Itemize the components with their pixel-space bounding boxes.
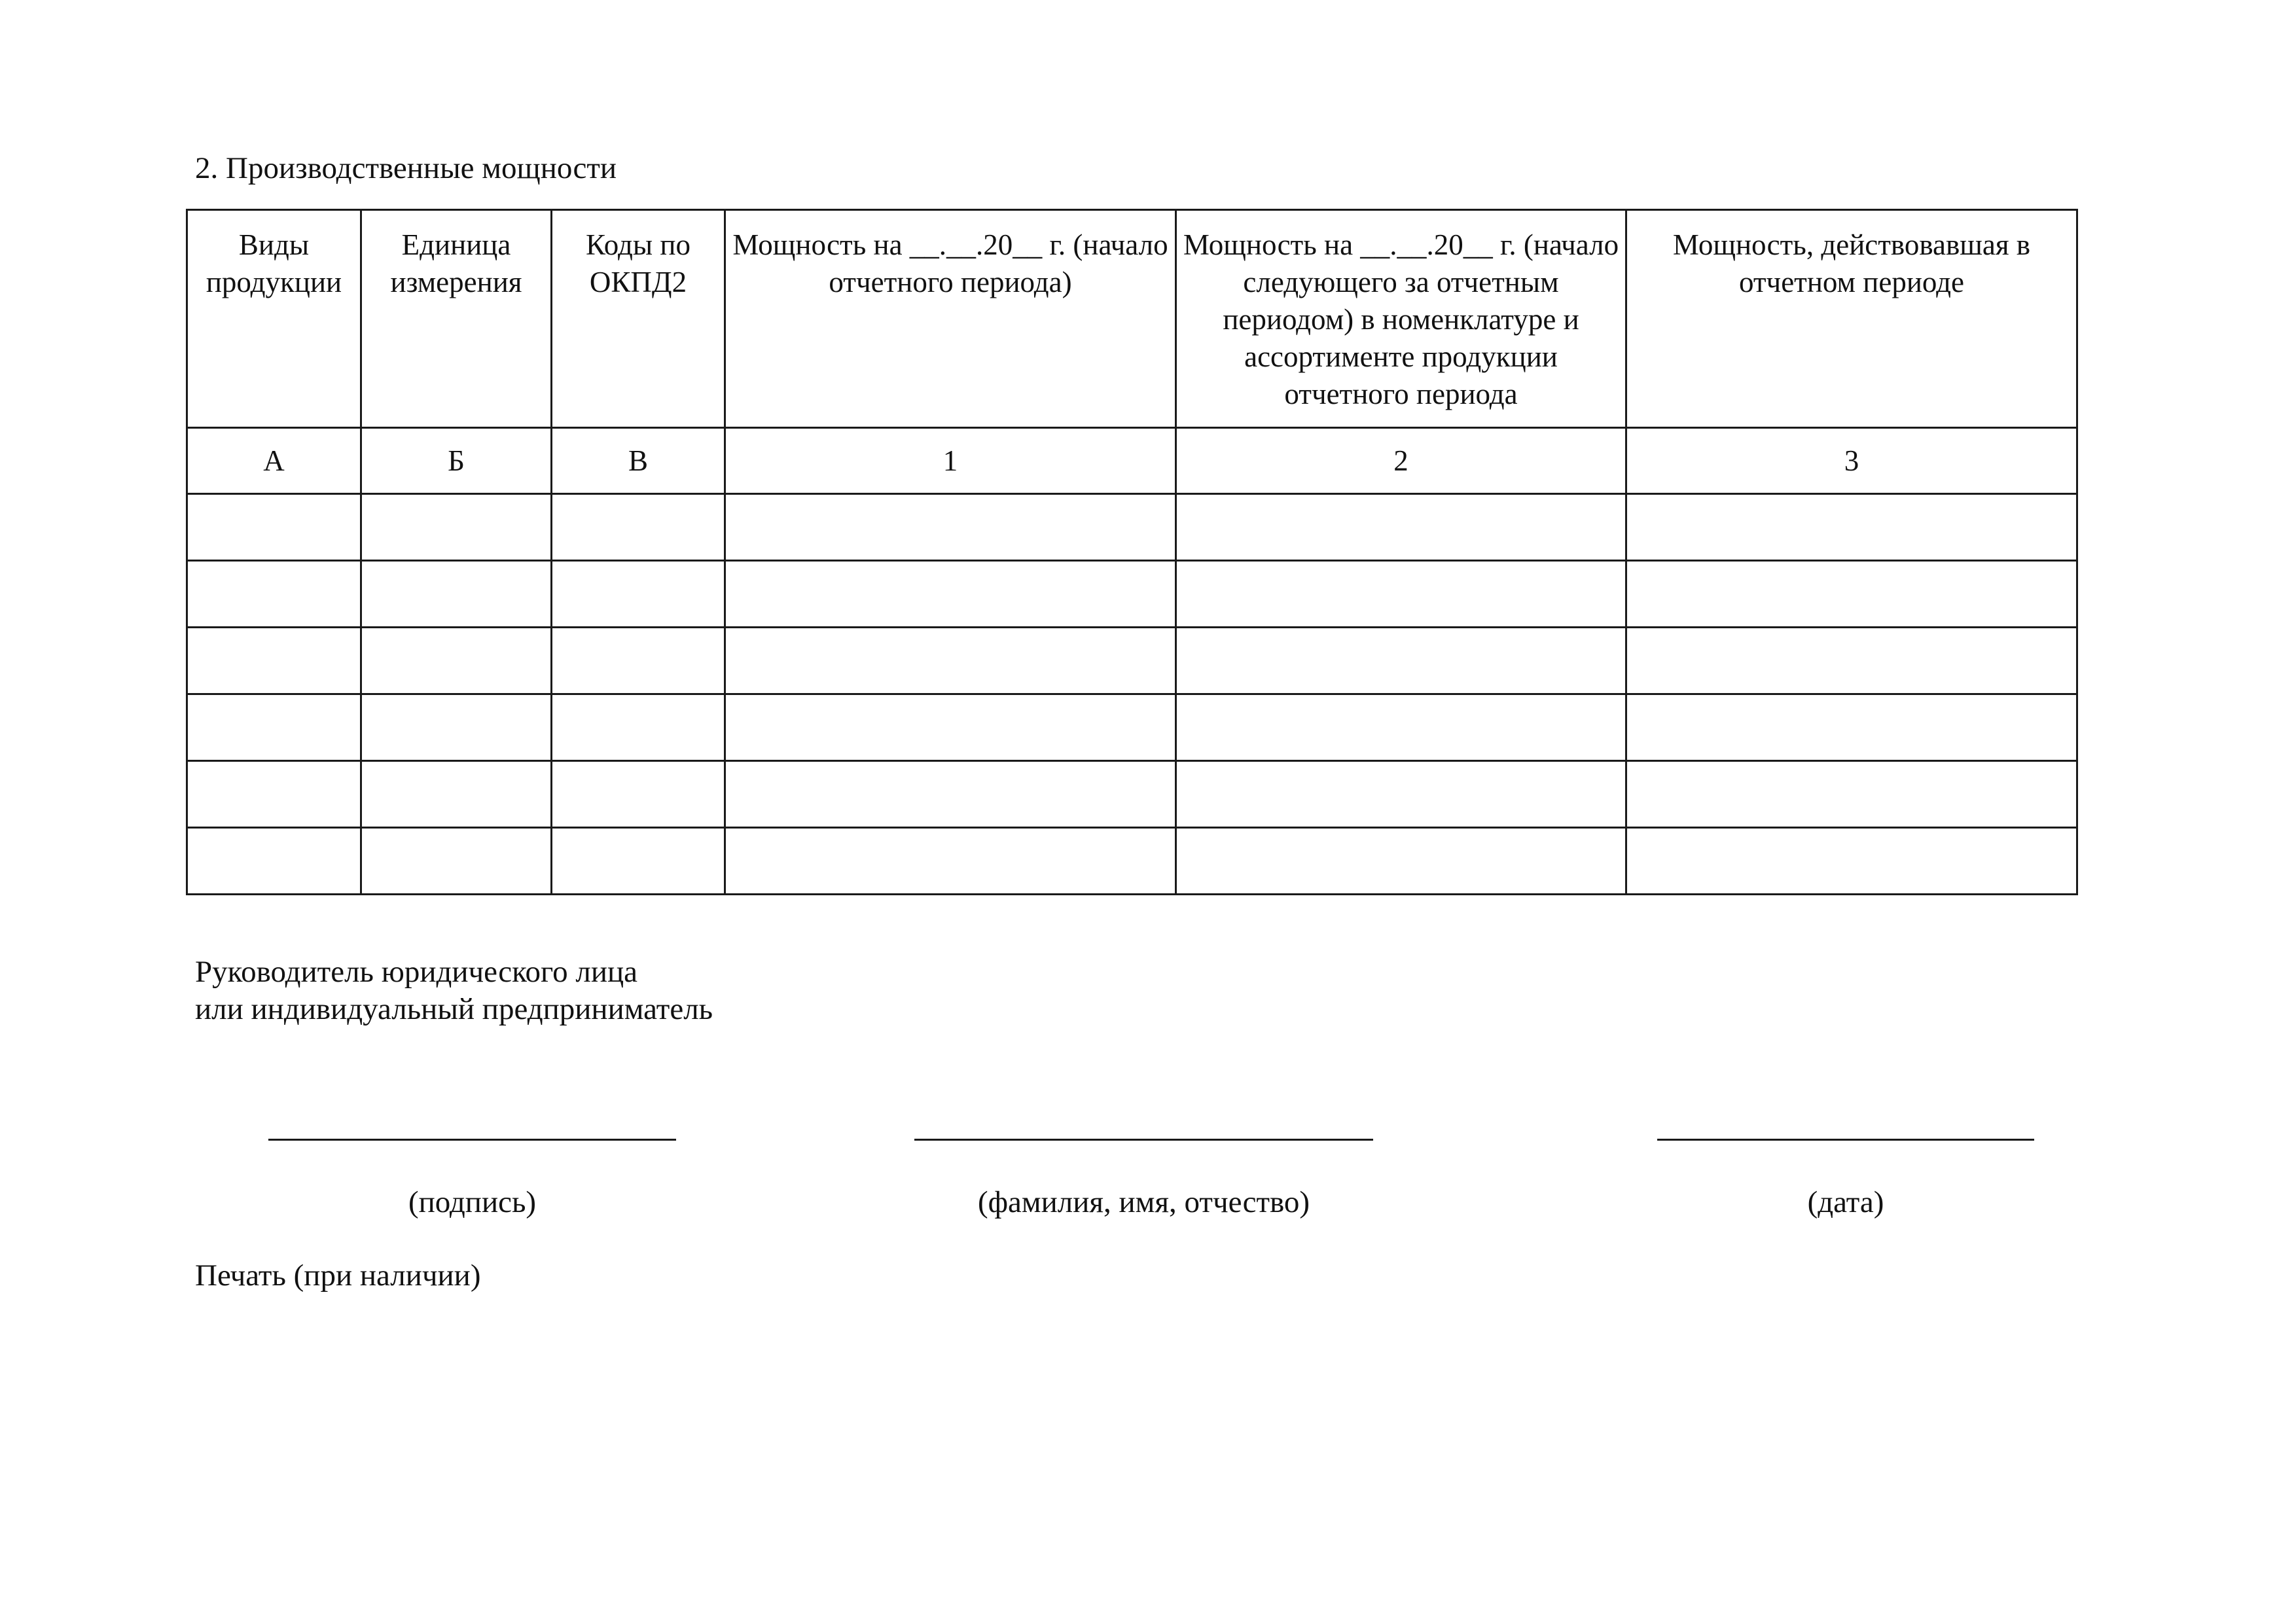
column-code-row [187,428,2077,494]
production-capacity-table [186,209,2078,895]
table-cell[interactable] [552,628,725,694]
table-cell[interactable] [187,828,361,895]
table-cell[interactable] [187,628,361,694]
full-name-line[interactable] [914,1139,1373,1141]
signer-block [195,954,713,1028]
table-cell[interactable] [552,494,725,561]
table-cell[interactable] [725,694,1176,761]
table-cell[interactable] [725,494,1176,561]
column-code: Б [361,428,552,494]
column-code: В [552,428,725,494]
table-cell[interactable] [1626,628,2077,694]
table-cell[interactable] [1176,494,1626,561]
table-row [187,628,2077,694]
full-name-caption: (фамилия, имя, отчество) [977,1185,1310,1219]
header-okpd2-code: Коды по ОКПД2 [552,210,725,428]
table-cell[interactable] [725,561,1176,628]
table-row [187,761,2077,828]
table-cell[interactable] [1176,561,1626,628]
table-row [187,561,2077,628]
table-cell[interactable] [361,694,552,761]
table-cell[interactable] [552,561,725,628]
table-cell[interactable] [361,761,552,828]
table-row [187,494,2077,561]
column-code: А [187,428,361,494]
table-cell[interactable] [361,494,552,561]
table-cell[interactable] [187,761,361,828]
table-cell[interactable] [725,628,1176,694]
table-cell[interactable] [552,694,725,761]
table-cell[interactable] [361,561,552,628]
date-line[interactable] [1657,1139,2034,1141]
table-cell[interactable] [552,761,725,828]
table-cell[interactable] [187,494,361,561]
signature-caption: (подпись) [408,1185,537,1219]
table-cell[interactable] [1626,761,2077,828]
table-row [187,828,2077,895]
column-code: 2 [1176,428,1626,494]
header-capacity-next-period: Мощность на __.__.20__ г. (начало следующего за отчетным периодом) в номенклатуре и ассортименте продукции отчетного периода [1176,210,1626,428]
date-caption: (дата) [1807,1185,1884,1219]
column-code: 3 [1626,428,2077,494]
table-cell[interactable] [1626,494,2077,561]
table-cell[interactable] [1176,628,1626,694]
header-product-type: Виды продукции [187,210,361,428]
section-title: 2. Производственные мощности [195,151,617,185]
table-cell[interactable] [1176,761,1626,828]
signer-line-2: или индивидуальный предприниматель [195,992,713,1026]
table-cell[interactable] [187,694,361,761]
table-cell[interactable] [1626,694,2077,761]
table-cell[interactable] [361,628,552,694]
table-cell[interactable] [725,828,1176,895]
signature-line[interactable] [268,1139,676,1141]
table-row [187,694,2077,761]
signer-line-1: Руководитель юридического лица [195,955,637,989]
header-unit: Единица измерения [361,210,552,428]
table-cell[interactable] [187,561,361,628]
table-cell[interactable] [1176,828,1626,895]
table-header-row [187,210,2077,428]
table-cell[interactable] [361,828,552,895]
table-cell[interactable] [552,828,725,895]
seal-label: Печать (при наличии) [195,1258,481,1293]
table-cell[interactable] [1626,828,2077,895]
table-cell[interactable] [725,761,1176,828]
table-cell[interactable] [1176,694,1626,761]
column-code: 1 [725,428,1176,494]
header-capacity-period-start: Мощность на __.__.20__ г. (начало отчетного периода) [725,210,1176,428]
header-capacity-actual: Мощность, действовавшая в отчетном периоде [1626,210,2077,428]
table-cell[interactable] [1626,561,2077,628]
